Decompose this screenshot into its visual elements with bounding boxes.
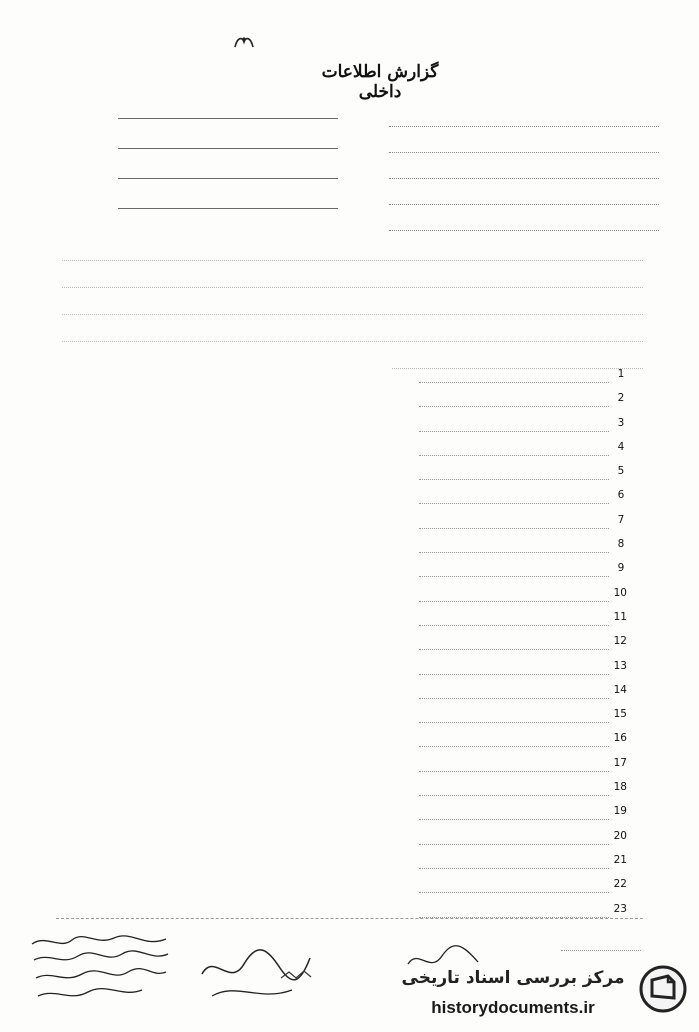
meta-source-type xyxy=(389,186,659,208)
list-item xyxy=(67,755,627,774)
list-item xyxy=(67,658,627,677)
list-item xyxy=(67,585,627,604)
list-item xyxy=(67,439,627,458)
item-occupation xyxy=(187,706,327,722)
item-occupation xyxy=(187,779,327,795)
item-occupation xyxy=(187,609,327,625)
list-item xyxy=(67,463,627,482)
item-occupation xyxy=(187,390,327,406)
stamp-icon xyxy=(278,966,314,984)
item-number: 12 xyxy=(613,635,627,648)
separator-line xyxy=(56,918,643,919)
item-number: 8 xyxy=(617,538,625,551)
item-name xyxy=(419,560,609,577)
item-occupation xyxy=(187,658,327,674)
item-occupation xyxy=(187,876,327,892)
item-name xyxy=(419,390,609,407)
item-name xyxy=(419,536,609,553)
item-occupation xyxy=(187,366,327,382)
paragraph-line xyxy=(62,265,643,288)
meta-event-date xyxy=(118,128,338,152)
item-name xyxy=(419,487,609,504)
item-number: 14 xyxy=(613,683,627,696)
list-item xyxy=(67,512,627,531)
item-name xyxy=(419,901,609,918)
item-number: 3 xyxy=(617,416,625,429)
list-item xyxy=(67,560,627,579)
list-item xyxy=(67,779,627,798)
list-item xyxy=(67,682,627,701)
names-list xyxy=(67,366,627,925)
watermark-text-fa: مرکز بررسی اسناد تاریخی xyxy=(401,968,625,988)
item-number: 16 xyxy=(613,732,627,745)
list-item xyxy=(67,415,627,434)
watermark xyxy=(398,962,690,1028)
item-number: 9 xyxy=(617,562,625,575)
list-item xyxy=(67,633,627,652)
item-name xyxy=(419,779,609,796)
list-item xyxy=(67,706,627,725)
item-occupation xyxy=(187,633,327,649)
item-number: 19 xyxy=(613,805,627,818)
item-name xyxy=(419,876,609,893)
report-paragraph xyxy=(62,238,643,373)
item-occupation xyxy=(187,755,327,771)
item-name xyxy=(419,682,609,699)
item-occupation xyxy=(187,828,327,844)
item-name xyxy=(419,415,609,432)
meta-place xyxy=(389,134,659,156)
item-name xyxy=(419,706,609,723)
item-number: 15 xyxy=(613,708,627,721)
item-name xyxy=(419,512,609,529)
item-name xyxy=(419,828,609,845)
item-number: 7 xyxy=(617,513,625,526)
item-name xyxy=(419,803,609,820)
item-occupation xyxy=(187,901,327,917)
item-occupation xyxy=(187,463,327,479)
item-occupation xyxy=(187,536,327,552)
item-name xyxy=(419,366,609,383)
item-occupation xyxy=(187,803,327,819)
meta-right-block xyxy=(389,108,659,238)
item-name xyxy=(419,585,609,602)
item-name xyxy=(419,633,609,650)
list-item xyxy=(67,803,627,822)
recipients-heading xyxy=(561,934,641,951)
meta-receipt-date xyxy=(118,158,338,182)
item-occupation xyxy=(187,439,327,455)
list-item xyxy=(67,901,627,920)
meta-subject xyxy=(389,108,659,130)
list-item xyxy=(67,852,627,871)
item-number: 10 xyxy=(613,586,627,599)
list-item xyxy=(67,366,627,385)
item-occupation xyxy=(187,512,327,528)
item-name xyxy=(419,658,609,675)
list-item xyxy=(67,390,627,409)
item-occupation xyxy=(187,585,327,601)
item-occupation xyxy=(187,682,327,698)
item-number: 23 xyxy=(613,902,627,915)
list-item xyxy=(67,828,627,847)
item-number: 20 xyxy=(613,829,627,842)
item-occupation xyxy=(187,852,327,868)
document-title: گزارش اطلاعات داخلی xyxy=(321,62,439,102)
list-item xyxy=(67,876,627,895)
item-name xyxy=(419,439,609,456)
archive-logo-icon xyxy=(638,964,688,1014)
item-number: 5 xyxy=(617,465,625,478)
meta-source xyxy=(389,160,659,182)
list-item xyxy=(67,487,627,506)
item-occupation xyxy=(187,487,327,503)
item-name xyxy=(419,852,609,869)
item-occupation xyxy=(187,730,327,746)
meta-number xyxy=(118,98,338,122)
watermark-text-en: historydocuments.ir xyxy=(431,998,595,1017)
list-item xyxy=(67,536,627,555)
item-name xyxy=(419,463,609,480)
item-number: 22 xyxy=(613,878,627,891)
meta-left-block xyxy=(118,98,338,218)
item-number: 17 xyxy=(613,756,627,769)
item-number: 1 xyxy=(617,368,625,380)
item-name xyxy=(419,730,609,747)
item-name xyxy=(419,609,609,626)
item-number: 4 xyxy=(617,440,625,453)
item-number: 6 xyxy=(617,489,625,502)
item-number: 21 xyxy=(613,853,627,866)
paragraph-line xyxy=(62,319,643,342)
item-number: 13 xyxy=(613,659,627,672)
emblem-icon xyxy=(233,34,255,50)
meta-report-date xyxy=(118,188,338,212)
item-number: 11 xyxy=(613,610,627,623)
item-number: 2 xyxy=(617,392,625,405)
item-name xyxy=(419,755,609,772)
list-item xyxy=(67,730,627,749)
paragraph-line xyxy=(62,292,643,315)
paragraph-line xyxy=(62,238,643,261)
item-occupation xyxy=(187,560,327,576)
handwritten-note-1 xyxy=(26,930,176,1018)
list-item xyxy=(67,609,627,628)
meta-assessment xyxy=(389,212,659,234)
item-number: 18 xyxy=(613,781,627,794)
item-occupation xyxy=(187,415,327,431)
